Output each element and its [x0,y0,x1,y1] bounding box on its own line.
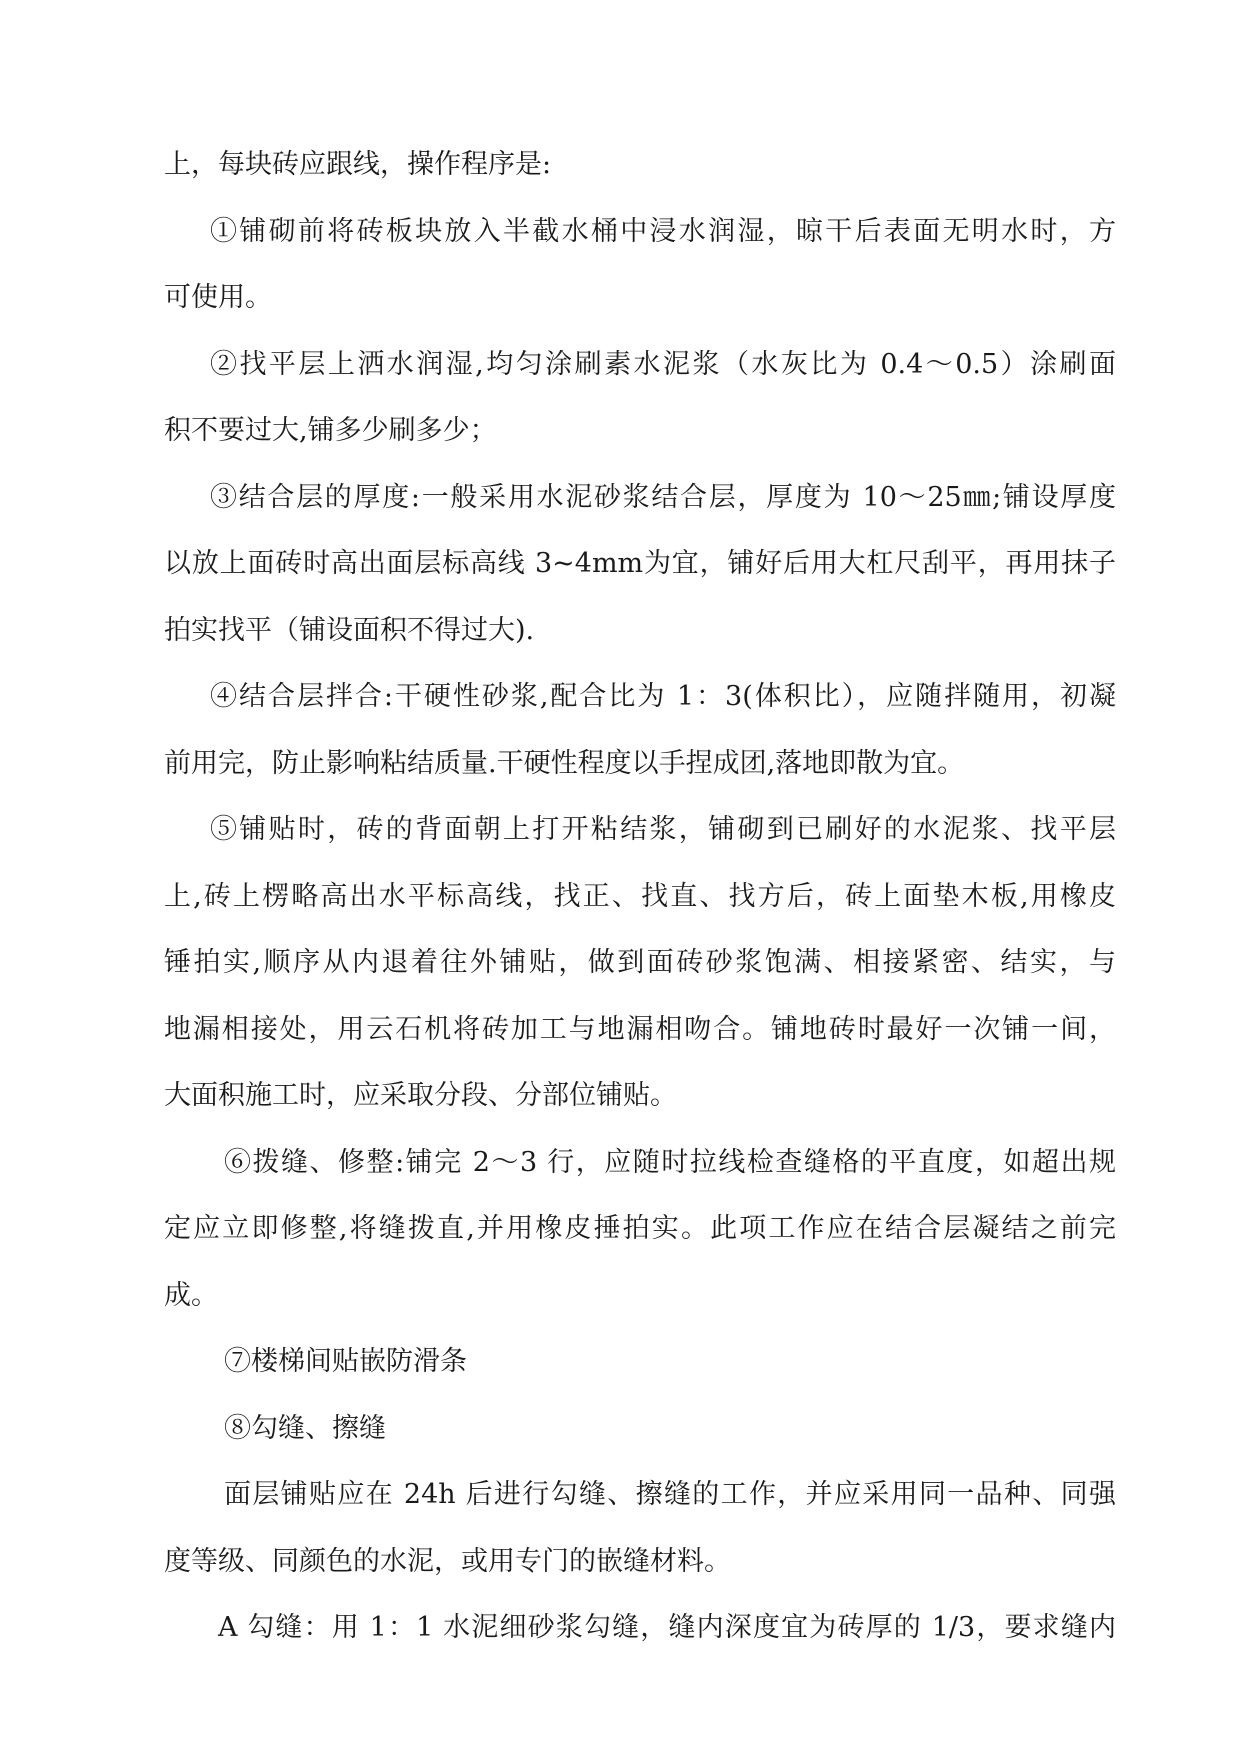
paragraph-first-line: 面层铺贴应在 24h 后进行勾缝、擦缝的工作，并应采用同一品种、同强 [224,1479,1116,1510]
list-item-8: ⑧勾缝、擦缝 [224,1412,386,1444]
text-line: 地漏相接处，用云石机将砖加工与地漏相吻合。铺地砖时最好一次铺一间， [164,1013,1116,1045]
list-item-6: ⑥拨缝、修整:铺完 2～3 行，应随时拉线检查缝格的平直度，如超出规 [224,1146,1116,1178]
text-line: 可使用。 [164,282,272,313]
text-line: 前用完，防止影响粘结质量.干硬性程度以手捏成团,落地即散为宜。 [164,747,965,779]
text-line: 上,砖上楞略高出水平标高线，找正、找直、找方后，砖上面垫木板,用橡皮 [164,880,1116,912]
list-item-5: ⑤铺贴时，砖的背面朝上打开粘结浆，铺砌到已刷好的水泥浆、找平层 [210,814,1116,845]
paragraph-first-line: A 勾缝：用 1：1 水泥细砂浆勾缝，缝内深度宜为砖厚的 1/3，要求缝内 [218,1612,1116,1643]
text-line: 定应立即修整,将缝拨直,并用橡皮捶拍实。此项工作应在结合层凝结之前完 [164,1213,1116,1244]
list-item-4: ④结合层拌合:干硬性砂浆,配合比为 1：3(体积比），应随拌随用，初凝 [210,681,1116,712]
text-line: 大面积施工时，应采取分段、分部位铺贴。 [164,1080,677,1111]
document-body [164,148,1116,1678]
text-line: 锤拍实,顺序从内退着往外铺贴，做到面砖砂浆饱满、相接紧密、结实，与 [164,947,1116,978]
text-line: 上，每块砖应跟线，操作程序是: [164,149,552,180]
text-line: 拍实找平（铺设面积不得过大). [164,614,535,646]
text-line: 度等级、同颜色的水泥，或用专门的嵌缝材料。 [164,1545,731,1577]
list-item-3: ③结合层的厚度:一般采用水泥砂浆结合层，厚度为 10～25㎜;铺设厚度 [210,481,1116,513]
list-item-7: ⑦楼梯间贴嵌防滑条 [224,1346,467,1377]
text-line: 以放上面砖时高出面层标高线 3~4mm为宜，铺好后用大杠尺刮平，再用抹子 [164,548,1116,579]
list-item-2: ②找平层上洒水润湿,均匀涂刷素水泥浆（水灰比为 0.4～0.5）涂刷面 [210,348,1116,380]
text-line: 成。 [164,1279,218,1311]
list-item-1: ①铺砌前将砖板块放入半截水桶中浸水润湿，晾干后表面无明水时，方 [210,215,1116,247]
text-line: 积不要过大,铺多少刷多少； [164,415,497,446]
